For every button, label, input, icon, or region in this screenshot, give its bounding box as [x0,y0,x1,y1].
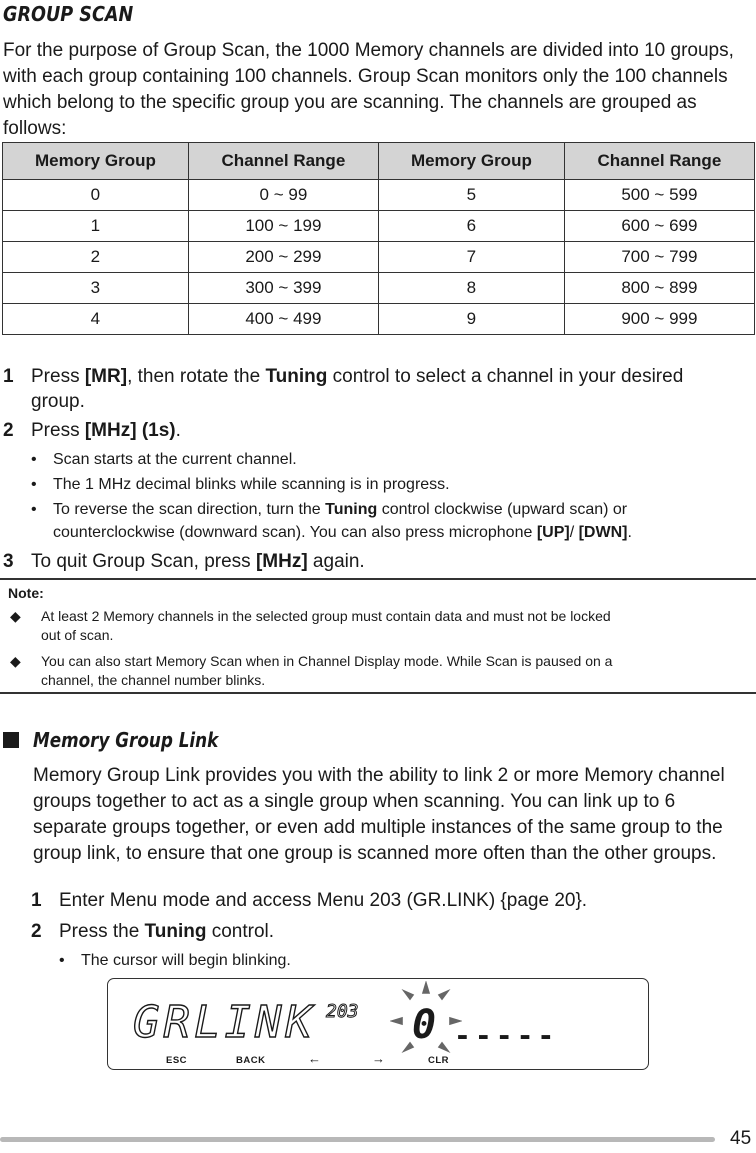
step-number: 3 [3,551,14,572]
step-text-part: Press [31,366,85,387]
step-text [31,549,365,574]
diamond-icon: ◆ [10,653,21,669]
table-cell: 900 ~ 999 [564,304,754,335]
table-cell: 700 ~ 799 [564,242,754,273]
table-cell: 0 [3,180,189,211]
table-cell: 600 ~ 699 [564,211,754,242]
mhz-key-label: [MHz] (1s) [84,420,176,441]
bullet-text-part: / [569,524,579,541]
lcd-empty-slots: ----- [454,1019,559,1052]
step-text [31,364,683,389]
step-number: 1 [3,366,14,387]
footer-rule [0,1137,715,1142]
step-text [59,919,274,944]
lcd-label-back: BACK [236,1055,266,1066]
bullet-text-part: control clockwise (upward scan) or [377,501,628,518]
table-cell: 2 [3,242,189,273]
step-text-part: again. [307,551,365,572]
step-number: 1 [31,890,42,911]
bullet-text-part: counterclockwise (downward scan). You can also press microphone [53,524,537,541]
note-text-line2: out of scan. [41,627,114,643]
table-cell: 3 [3,273,189,304]
header-memory-group: Memory Group [3,143,189,180]
tuning-control-label: Tuning [325,501,378,518]
step-text-part: Press [31,420,85,441]
arrow-left-icon: ← [308,1051,322,1066]
bullet-text-part: To reverse the scan direction, turn the [53,501,326,518]
mhz-key-label: [MHz] [255,551,308,572]
step-text-part: control. [206,921,275,942]
tuning-control-label: Tuning [265,366,328,387]
table-cell: 7 [378,242,564,273]
table-cell: 300 ~ 399 [188,273,378,304]
intro-paragraph: For the purpose of Group Scan, the 1000 Memory channels are divided into 10 groups, with each group containing 100 channels. Group Scan monitors only the 100 channels which belong to the specific group you are scanning. The channels are grouped as follows: [3,40,734,139]
table-row [3,273,755,304]
table-cell: 200 ~ 299 [188,242,378,273]
header-channel-range: Channel Range [188,143,378,180]
header-memory-group: Memory Group [378,143,564,180]
bullet-text [53,499,627,521]
table-cell: 500 ~ 599 [564,180,754,211]
table-row [3,242,755,273]
header-channel-range: Channel Range [564,143,754,180]
step-text-part: . [175,420,181,441]
note-title: Note: [8,585,44,601]
table-cell: 400 ~ 499 [188,304,378,335]
memory-group-table [2,142,755,335]
table-cell: 8 [378,273,564,304]
table-cell: 0 ~ 99 [188,180,378,211]
table-cell: 1 [3,211,189,242]
bullet-text-part: . [627,524,632,541]
table-cell: 800 ~ 899 [564,273,754,304]
lcd-menu-number: 203 [326,1001,359,1022]
bullet-text-line2 [53,522,632,544]
table-row [3,211,755,242]
bullet-dot-icon: • [59,952,65,969]
square-icon [3,732,19,748]
diamond-icon: ◆ [10,608,21,624]
dwn-key-label: [DWN] [578,524,628,541]
table-header-row [3,143,755,180]
lcd-cursor: 0 [412,1002,437,1048]
step-text: Enter Menu mode and access Menu 203 (GR.LINK) {page 20}. [59,890,588,911]
table-cell: 4 [3,304,189,335]
step-text-part: , then rotate the [127,366,266,387]
step-text-part: Press the [59,921,145,942]
step-text-part: control to select a channel in your desired [327,366,684,387]
section-title: GROUP SCAN [3,2,134,26]
table-cell: 100 ~ 199 [188,211,378,242]
bullet-text: The 1 MHz decimal blinks while scanning is in progress. [53,476,450,493]
mr-key-label: [MR] [84,366,128,387]
step-number: 2 [31,921,42,942]
arrow-right-icon: → [372,1051,386,1066]
table-cell: 9 [378,304,564,335]
step-text [31,418,181,443]
up-key-label: [UP] [536,524,570,541]
table-row [3,304,755,335]
bullet-dot-icon: • [31,451,37,468]
lcd-label-clr: CLR [428,1055,450,1066]
note-box [0,578,756,694]
step-text-line2: group. [31,391,85,412]
note-text: You can also start Memory Scan when in Channel Display mode. While Scan is paused on a [41,653,613,669]
bullet-dot-icon: • [31,501,37,518]
note-text-line2: channel, the channel number blinks. [41,672,266,688]
table-cell: 6 [378,211,564,242]
lcd-menu-text: GRLINK [133,997,316,1048]
subsection-title: Memory Group Link [33,728,219,752]
bullet-text: Scan starts at the current channel. [53,451,297,468]
lcd-label-esc: ESC [166,1055,188,1066]
step-number: 2 [3,420,14,441]
bullet-dot-icon: • [31,476,37,493]
tuning-control-label: Tuning [144,921,207,942]
page-number: 45 [730,1128,752,1149]
bullet-text: The cursor will begin blinking. [81,952,291,969]
step-text-part: To quit Group Scan, press [31,551,256,572]
subsection-paragraph: Memory Group Link provides you with the ability to link 2 or more Memory channel groups together to act as a single group when scanning. You can link up to 6 separate groups together, or even add multiple instances of the same group to the group link, to ensure that one group is scanned more often than the other groups. [33,765,725,864]
note-text: At least 2 Memory channels in the selected group must contain data and must not be locked [41,608,611,624]
lcd-display [107,978,649,1070]
table-cell: 5 [378,180,564,211]
table-row [3,180,755,211]
